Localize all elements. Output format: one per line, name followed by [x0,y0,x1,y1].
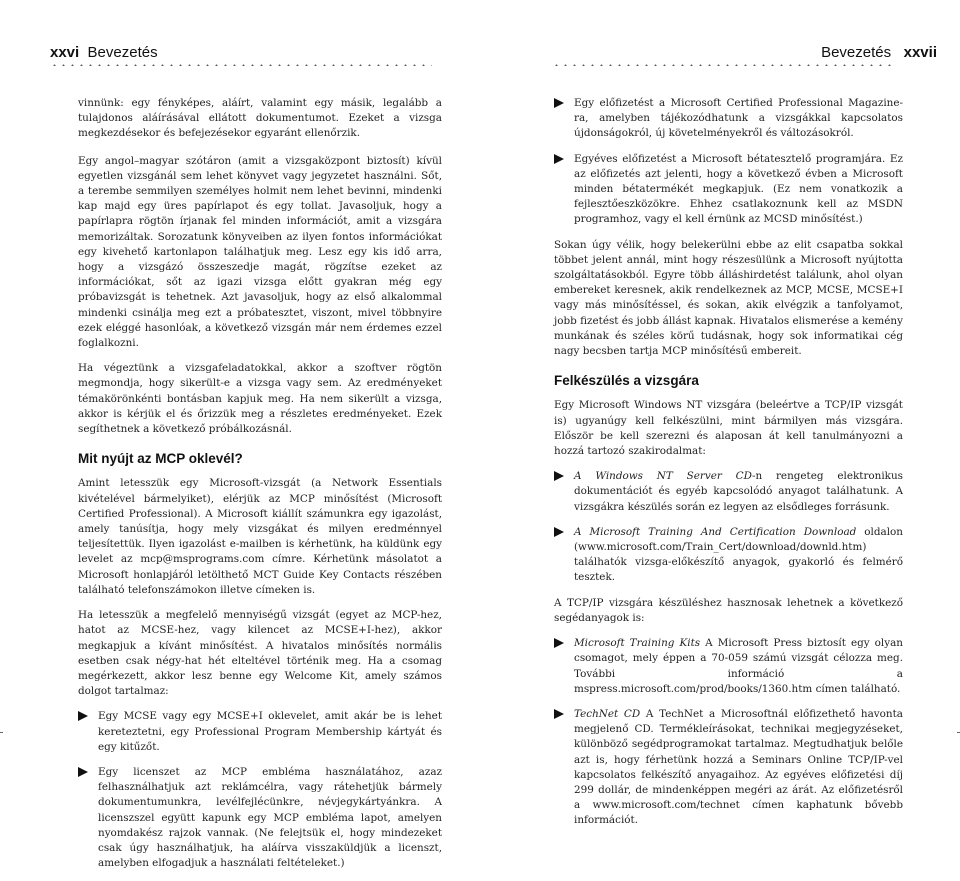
paragraph: Sokan úgy vélik, hogy belekerülni ebbe az elit csapatba sokkal többet jelent annál, mint hogy részesülünk a Microsoft nyújtotta szolgáltatásokból. Egyre több álláshirdetést találunk, ahol olyan embereket keresnek, akik rendelkeznek az MCP, MCSE, MCSE+I vagy más minősítéssel, és sokan, akik elvégzik a tanfolyamot, jobb fizetést és jobb állást kapnak. Hivatalos elismerése a kemény munkának és széles körű tudásnak, hogy sok informatikai cég nagy becsben tartja MCP minősítésű embereit. [554,238,903,358]
corner-mark [0,732,3,733]
left-page [0,0,480,870]
paragraph: vinnünk: egy fényképes, aláírt, valamint egy másik, legalább a tulajdonos aláírásával ellátott dokumentumot. Ezeket a vizsga megkezdésekor és befejezésekor egyaránt ellenőrzik. [78,97,442,140]
left-text-column [78,96,442,881]
header-title: Bevezetés [87,44,158,61]
header-title: Bevezetés [821,44,892,61]
list-item [554,525,903,586]
resource-title: Microsoft Training Kits [574,637,701,650]
list-item [554,152,903,228]
paragraph: Amint letesszük egy Microsoft-vizsgát (a Network Essentials kivételével bármelyiket), elérjük az MCP minősítést (Microsoft Certified Professional). A Microsoft kiállít számunkra egy igazolást, amely tanúsítja, hogy mely vizsgákat és milyen eredménnyel teljesítettük. Ilyen igazolást e-mailben is kérhetünk, ha küldünk egy levelet az mcp@msprograms.com címre. Kérhetünk másolatot a Microsoft honlapjáról letölthető MCT Guide Key Contacts részében található telefonszámokon illetve címeken is. [78,477,442,596]
paragraph: Ha letesszük a megfelelő mennyiségű vizsgát (egyet az MCP-hez, hatot az MCSE-hez, vagy kilencet az MCSE+I-hez), akkor megkapjuk a kívánt minősítést. A hivatalos minősítés normális esetben csak négy-hat hét elteltével történik meg. Ha a csomag megérkezett, akkor lesz benne egy Welcome Kit, amely számos dolgot tartalmaz: [78,609,442,698]
paragraph: A TCP/IP vizsgára készüléshez hasznosak lehetnek a következő segédanyagok is: [554,596,903,624]
right-page [480,0,960,827]
list-item [554,636,903,697]
arrow-bullet-icon [554,638,564,648]
list-item-text: Egyéves előfizetést a Microsoft bétatesztelő programjára. Ez az előfizetés azt jelenti, hogy a következő évben a Microsoft minden bétatermékét megkapjuk. (Ez nem vonatkozik a fejlesztőeszközökre. Ehhez csatlakoznunk kell az MSDN programhoz, vagy el kell érnünk az MCSD minősítést.) [574,152,903,226]
resource-title: A Microsoft Training And Certification Download [574,525,857,538]
resource-title: TechNet CD [574,707,641,720]
running-header-right [821,44,937,61]
paragraph: Ha végeztünk a vizsgafeladatokkal, akkor a szoftver rögtön megmondja, hogy sikerült-e a vizsga vagy sem. Az eredményeket témakörönkénti bontásban kapjuk meg. Ha nem sikerült a vizsga, akkor is kérjük el és őrizzük meg a részletes eredményeket. Ezek segíthetnek a következő próbálkozásnál. [78,362,442,436]
section-heading: Mit nyújt az MCP oklevél? [78,451,243,467]
list-item-text: Egy előfizetést a Microsoft Certified Professional Magazine-ra, amelyben tájékozódhatunk a vizsgákkal kapcsolatos újdonságokról, új követelményekről és változásokról. [574,97,903,140]
right-text-column [554,96,903,839]
list-item [554,96,903,142]
list-item [78,765,442,871]
page-number: xxvii [903,44,937,61]
list-item-text: A TechNet a Microsoftnál előfizethető havonta megjelenő CD. Termékleírásokat, technikai megjegyzéseket, különböző segédprogramokat tartalmaz. Megtudhatjuk belőle azt is, hogy férhetünk hozzá a Seminars Online TCP/IP-vel kapcsolatos felkészítő anyagaihoz. Az egyéves előfizetési díj 299 dollár, de mindenképpen megéri az árát. Az előfizetésről a www.microsoft.com/technet címen kaphatunk bővebb információt. [574,707,903,827]
list-item [554,707,903,829]
arrow-bullet-icon [78,711,88,721]
arrow-bullet-icon [554,154,564,164]
paragraph: Egy angol–magyar szótáron (amit a vizsgaközpont biztosít) kívül egyetlen vizsgánál sem lehet könyvet vagy jegyzetet használni. Sőt, a terembe semmilyen személyes holmit nem lehet bevinni, mindenki kap majd egy üres papírlapot és egy tollat. Javasoljuk, hogy a papírlapra rögtön írjanak fel minden információt, amit a vizsgára memorizáltak. Sorozatunk könyveiben az ilyen fontos információkat egy kivehető kartonlapon találhatjuk meg. Lesz egy kis idő arra, hogy a vizsgázó összeszedje magát, rögzítse ezeket az információkat, sőt az igazi vizsga előtt gyakran még egy próbavizsgát is tehetnek. Azt javasoljuk, hogy az első alkalommal mindenki csinálja meg ezt a próbatesztet, viszont, mivel többnyire ezek eléggé hasonlóak, a következő vizsgán már nem érdemes ezzel foglalkozni. [78,154,442,350]
header-dotted-rule [552,64,892,66]
list-item [554,469,903,515]
running-header-left [50,44,158,61]
list-item-text: Egy MCSE vagy egy MCSE+I oklevelet, amit akár be is lehet kereteztetni, egy Professional Program Membership kártyát és egy kitűzőt. [98,710,442,753]
list-item-text: oldalon (www.microsoft.com/Train_Cert/download/downld.htm) találhatók vizsga-előkészítő anyagok, gyakorló és felmérő tesztek. [574,525,903,584]
arrow-bullet-icon [78,767,88,777]
header-dotted-rule [50,64,432,66]
page-number: xxvi [50,44,80,61]
arrow-bullet-icon [554,527,564,537]
list-item-text: -n rengeteg elektronikus dokumentációt és egyéb kapcsolódó anyagot találhatunk. A vizsgákra készülés során ez legyen az elsődleges forrásunk. [574,470,904,513]
section-heading: Felkészülés a vizsgára [554,373,699,389]
arrow-bullet-icon [554,98,564,108]
list-item-text: A Microsoft Press biztosít egy olyan csomagot, mely éppen a 70-059 számú vizsgát célozza meg. További információ a mspress.microsoft.com/prod/books/1360.htm címen található. [574,637,903,695]
resource-title: A Windows NT Server CD [574,470,752,483]
paragraph: Egy Microsoft Windows NT vizsgára (beleértve a TCP/IP vizsgát is) ugyanúgy kell felkészülni, mint bármilyen más vizsgára. Először be kell szerezni és alaposan át kell tanulmányozni a hozzá tartozó szakirodalmat: [554,399,903,458]
list-item [78,709,442,755]
arrow-bullet-icon [554,471,564,481]
list-item-text: Egy licenszet az MCP embléma használatához, azaz felhasználhatjuk azt reklámcélra, vagy rátehetjük bármely dokumentumunkra, levélfejlécünkre, névjegykártyánkra. A licenszszel együtt kapunk egy MCP embléma lapot, amelyen nyomdakész rajzok vannak. (Ne felejtsük el, hogy mindezeket csak úgy használhatjuk, ha aláírva visszaküldjük a licenszt, amelyben elfogadjuk a használati feltételeket.) [98,765,442,870]
arrow-bullet-icon [554,709,564,719]
